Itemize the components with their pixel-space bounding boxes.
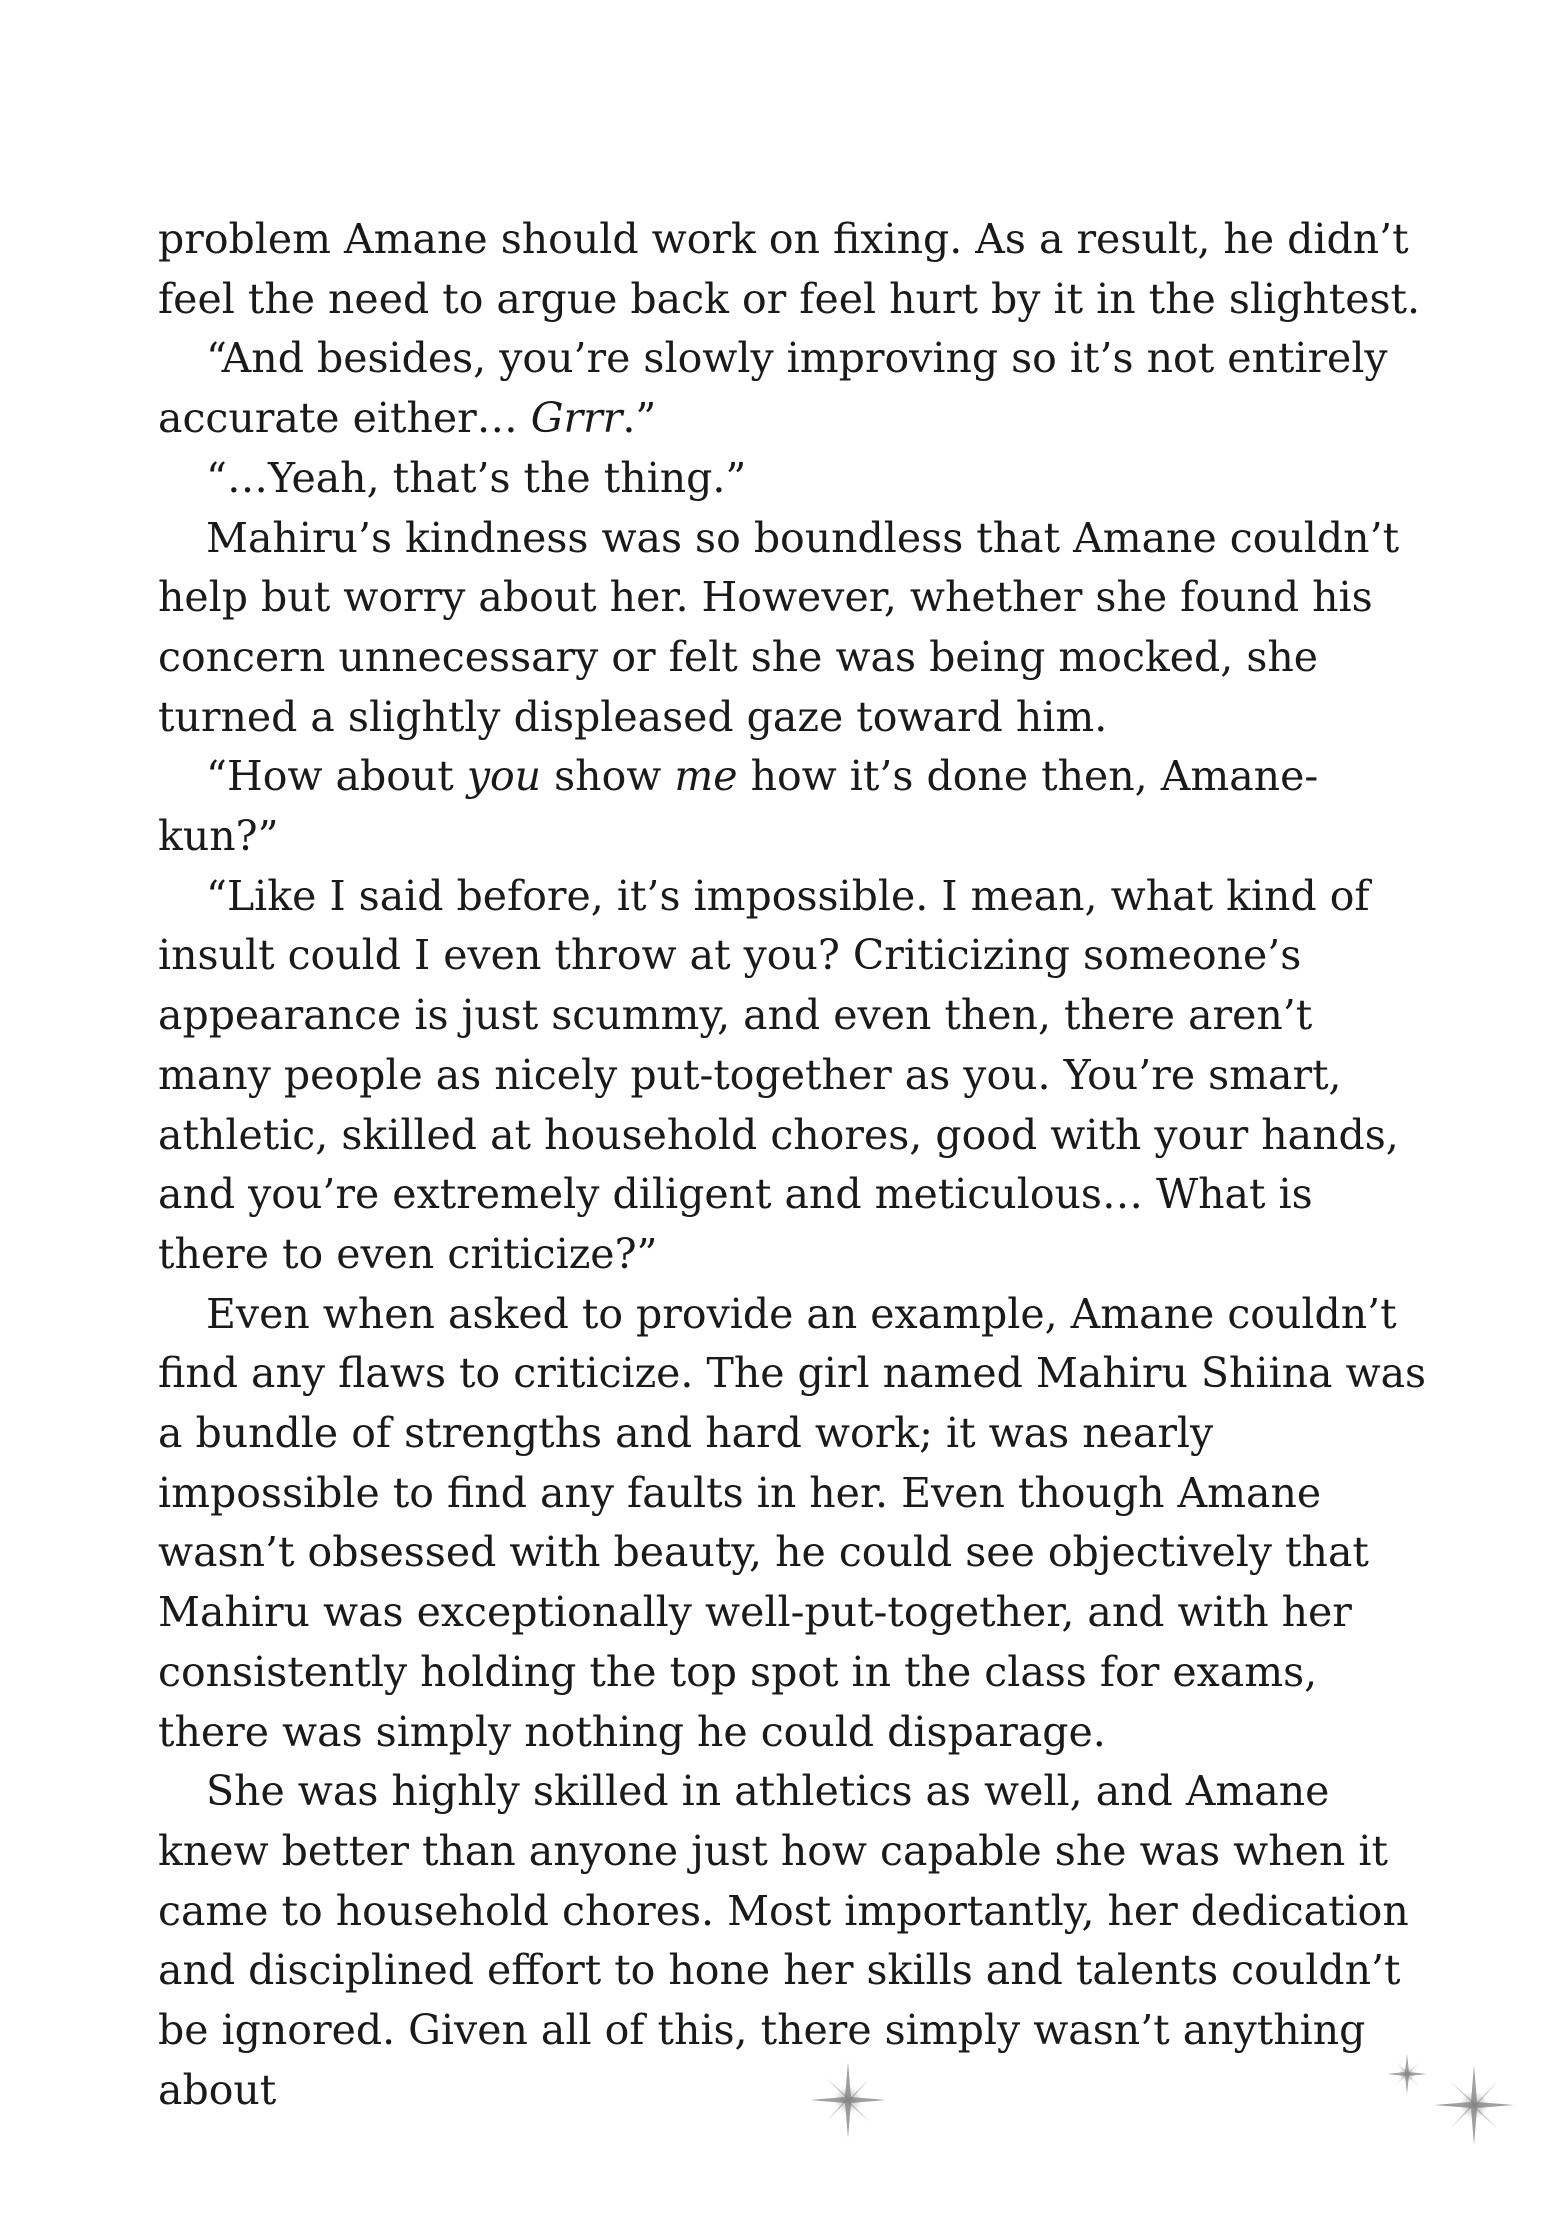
text-run: Mahiru’s kindness was so boundless that Amane couldn’t help but worry about her. However, whether she found his concern unnecessary or felt she was being mocked, she turned a slightly displeased gaze toward him. (158, 513, 1400, 741)
text-run: She was highly skilled in athletics as well, and Amane knew better than anyone just how capable she was when it came to household chores. Most importantly, her dedication and disciplined effort to hone her skills and talents couldn’t be ignored. Given all of this, there simply wasn’t anything about (158, 1767, 1409, 2114)
paragraph (158, 449, 1428, 509)
body-text (158, 210, 1428, 2121)
paragraph (158, 1285, 1428, 1763)
paragraph (158, 329, 1428, 448)
paragraph (158, 210, 1428, 329)
text-run: show (541, 752, 675, 801)
text-run: “Like I said before, it’s impossible. I mean, what kind of insult could I even throw at you? Criticizing someone’s appearance is just scummy, and even then, there aren’t many people as nicely put-together as you. You’re smart, athletic, skilled at household chores, good with your hands, and you’re extremely diligent and meticulous… What is there to even criticize?” (158, 871, 1399, 1278)
paragraph (158, 1762, 1428, 2120)
text-run: .” (622, 394, 657, 443)
text-run: Even when asked to provide an example, Amane couldn’t find any flaws to criticize. The girl named Mahiru Shiina was a bundle of strengths and hard work; it was nearly impossible to find any faults in her. Even though Amane wasn’t obsessed with beauty, he could see objectively that Mahiru was exceptionally well-put-together, and with her consistently holding the top spot in the class for exams, there was simply nothing he could disparage. (158, 1289, 1427, 1756)
paragraph (158, 509, 1428, 748)
italic-text: you (466, 752, 542, 801)
text-run: “…Yeah, that’s the thing.” (206, 453, 747, 502)
italic-text: me (674, 752, 738, 801)
text-run: how it’s done then, Amane-kun?” (158, 752, 1319, 861)
sparkle-icon (1434, 2065, 1514, 2145)
text-run: problem Amane should work on fixing. As a result, he didn’t feel the need to argue back or feel hurt by it in the slightest. (158, 215, 1421, 323)
text-run: “How about (206, 752, 467, 801)
paragraph (158, 867, 1428, 1285)
paragraph (158, 747, 1428, 866)
text-run: “And besides, you’re slowly improving so it’s not entirely accurate either… (158, 334, 1388, 443)
italic-text: Grrr (530, 394, 623, 443)
